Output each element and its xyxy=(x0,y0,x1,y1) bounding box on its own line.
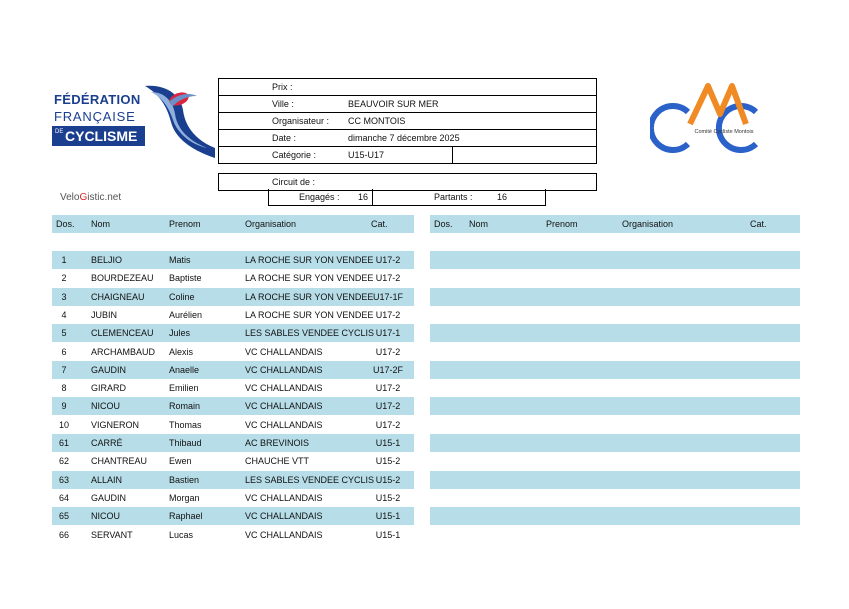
table-row xyxy=(52,361,414,379)
categorie-value: U15-U17 xyxy=(348,150,385,160)
row-prenom: Lucas xyxy=(169,530,194,540)
row-dos: 9 xyxy=(61,401,67,411)
partants-value: 16 xyxy=(497,192,508,202)
ccm-c1-icon xyxy=(651,106,688,150)
row-organisation: VC CHALLANDAIS xyxy=(245,420,323,430)
row-nom: VIGNERON xyxy=(91,420,140,430)
ffc-logo-line1: FÉDÉRATION xyxy=(54,92,141,107)
row-cat: U15-1 xyxy=(375,438,401,448)
table-row xyxy=(52,452,414,470)
date-value: dimanche 7 décembre 2025 xyxy=(348,133,460,143)
row-cat: U15-1 xyxy=(375,511,401,521)
table-header-right xyxy=(430,215,800,233)
row-organisation: VC CHALLANDAIS xyxy=(245,383,323,393)
row-nom: BELJIO xyxy=(91,255,123,265)
table-row-right-empty xyxy=(430,471,800,489)
table-row-right-empty xyxy=(430,288,800,306)
header-cat-right: Cat. xyxy=(750,219,767,229)
row-organisation: VC CHALLANDAIS xyxy=(245,401,323,411)
row-nom: GIRARD xyxy=(91,383,127,393)
row-prenom: Anaelle xyxy=(169,365,200,375)
row-cat: U15-2 xyxy=(375,456,401,466)
row-nom: CHANTREAU xyxy=(91,456,148,466)
table-row-right-empty xyxy=(430,507,800,525)
row-prenom: Thomas xyxy=(169,420,202,430)
table-row xyxy=(52,251,414,269)
row-cat: U17-2 xyxy=(375,310,401,320)
header-dos-right: Dos. xyxy=(434,219,453,229)
prix-label: Prix : xyxy=(272,82,293,92)
row-organisation: VC CHALLANDAIS xyxy=(245,347,323,357)
row-nom: CARRÉ xyxy=(91,438,123,448)
ccm-c2-icon xyxy=(719,106,756,150)
row-prenom: Morgan xyxy=(169,493,200,503)
date-label: Date : xyxy=(272,133,297,143)
table-row xyxy=(52,489,414,507)
row-cat: U15-2 xyxy=(375,475,401,485)
row-dos: 10 xyxy=(58,420,69,430)
header-organisation-right: Organisation xyxy=(622,219,674,229)
row-prenom: Emilien xyxy=(169,383,199,393)
table-row xyxy=(52,471,414,489)
row-cat: U17-2 xyxy=(375,383,401,393)
table-row xyxy=(52,379,414,397)
table-row-right-empty xyxy=(430,397,800,415)
row-nom: GAUDIN xyxy=(91,493,127,503)
ccm-logo xyxy=(650,82,774,154)
row-organisation: VC CHALLANDAIS xyxy=(245,365,323,375)
count-divider xyxy=(372,189,373,205)
row-cat: U15-2 xyxy=(375,493,401,503)
ffc-swoosh-icon xyxy=(137,82,217,160)
table-row-right-empty xyxy=(430,324,800,342)
engages-value: 16 xyxy=(358,192,369,202)
header-dos: Dos. xyxy=(56,219,75,229)
table-row-right-empty xyxy=(430,434,800,452)
row-cat: U17-1F xyxy=(372,292,403,302)
row-organisation: VC CHALLANDAIS xyxy=(245,511,323,521)
ffc-logo-de: DE xyxy=(55,129,64,135)
ville-label: Ville : xyxy=(272,99,294,109)
date-row xyxy=(219,130,596,147)
row-cat: U17-2 xyxy=(375,255,401,265)
row-dos: 8 xyxy=(61,383,67,393)
row-nom: CLEMENCEAU xyxy=(91,328,154,338)
header-organisation: Organisation xyxy=(245,219,297,229)
row-dos: 4 xyxy=(61,310,67,320)
header-prenom-right: Prenom xyxy=(546,219,578,229)
row-cat: U17-2 xyxy=(375,273,401,283)
row-organisation: CHAUCHE VTT xyxy=(245,456,310,466)
row-cat: U17-2 xyxy=(375,347,401,357)
row-nom: NICOU xyxy=(91,401,120,411)
row-organisation: AC BREVINOIS xyxy=(245,438,310,448)
header-prenom: Prenom xyxy=(169,219,201,229)
velogistic-label xyxy=(60,192,121,203)
row-nom: CHAIGNEAU xyxy=(91,292,145,302)
row-dos: 6 xyxy=(61,347,67,357)
row-dos: 5 xyxy=(61,328,67,338)
row-dos: 62 xyxy=(58,456,69,466)
categorie-label: Catégorie : xyxy=(272,150,317,160)
row-dos: 65 xyxy=(58,511,69,521)
row-dos: 61 xyxy=(58,438,69,448)
row-dos: 64 xyxy=(58,493,69,503)
row-prenom: Matis xyxy=(169,255,191,265)
organisateur-value: CC MONTOIS xyxy=(348,116,406,126)
header-cat: Cat. xyxy=(371,219,388,229)
table-row xyxy=(52,343,414,361)
velogistic-part1: Velo xyxy=(60,192,80,203)
row-prenom: Alexis xyxy=(169,347,194,357)
table-row xyxy=(52,434,414,452)
categorie-row xyxy=(219,147,596,164)
row-prenom: Ewen xyxy=(169,456,192,466)
row-nom: BOURDEZEAU xyxy=(91,273,154,283)
row-dos: 2 xyxy=(61,273,67,283)
row-nom: ALLAIN xyxy=(91,475,123,485)
categorie-divider xyxy=(452,147,453,163)
row-nom: SERVANT xyxy=(91,530,133,540)
row-organisation: LA ROCHE SUR YON VENDEE xyxy=(245,292,374,302)
row-prenom: Jules xyxy=(169,328,191,338)
organisateur-row xyxy=(219,113,596,130)
row-prenom: Thibaud xyxy=(169,438,202,448)
partants-label: Partants : xyxy=(434,192,473,202)
row-dos: 1 xyxy=(61,255,67,265)
engages-label: Engagés : xyxy=(299,192,340,202)
row-organisation: LA ROCHE SUR YON VENDEE xyxy=(245,310,374,320)
header-nom-right: Nom xyxy=(469,219,489,229)
table-row xyxy=(52,397,414,415)
ville-value: BEAUVOIR SUR MER xyxy=(348,99,439,109)
row-nom: GAUDIN xyxy=(91,365,127,375)
table-row xyxy=(52,507,414,525)
row-dos: 66 xyxy=(58,530,69,540)
table-row xyxy=(52,416,414,434)
velogistic-part3: istic.net xyxy=(87,192,122,203)
row-nom: JUBIN xyxy=(91,310,118,320)
count-box xyxy=(268,189,546,206)
table-row-right-empty xyxy=(430,361,800,379)
row-prenom: Baptiste xyxy=(169,273,202,283)
event-info-box xyxy=(218,78,597,164)
row-cat: U17-2 xyxy=(375,420,401,430)
row-organisation: LES SABLES VENDEE CYCLIS xyxy=(245,475,375,485)
organisateur-label: Organisateur : xyxy=(272,116,330,126)
row-prenom: Coline xyxy=(169,292,195,302)
table-row xyxy=(52,306,414,324)
row-organisation: LES SABLES VENDEE CYCLIS xyxy=(245,328,375,338)
row-dos: 7 xyxy=(61,365,67,375)
row-organisation: LA ROCHE SUR YON VENDEE xyxy=(245,255,374,265)
row-dos: 3 xyxy=(61,292,67,302)
table-row xyxy=(52,324,414,342)
row-organisation: VC CHALLANDAIS xyxy=(245,530,323,540)
row-cat: U17-2F xyxy=(372,365,403,375)
header-nom: Nom xyxy=(91,219,111,229)
circuit-label: Circuit de : xyxy=(272,177,316,187)
table-row xyxy=(52,526,414,544)
table-row xyxy=(52,269,414,287)
table-row-right-empty xyxy=(430,251,800,269)
ville-row xyxy=(219,96,596,113)
row-nom: ARCHAMBAUD xyxy=(91,347,156,357)
row-prenom: Romain xyxy=(169,401,201,411)
ffc-logo-line3: CYCLISME xyxy=(65,128,138,144)
row-organisation: VC CHALLANDAIS xyxy=(245,493,323,503)
row-prenom: Aurélien xyxy=(169,310,203,320)
row-organisation: LA ROCHE SUR YON VENDEE xyxy=(245,273,374,283)
row-dos: 63 xyxy=(58,475,69,485)
row-cat: U15-1 xyxy=(375,530,401,540)
table-row xyxy=(52,288,414,306)
row-cat: U17-2 xyxy=(375,401,401,411)
row-nom: NICOU xyxy=(91,511,120,521)
row-prenom: Raphael xyxy=(169,511,203,521)
velogistic-part2: G xyxy=(79,192,88,203)
ffc-logo-line2: FRANÇAISE xyxy=(54,109,136,124)
prix-row xyxy=(219,79,596,96)
row-prenom: Bastien xyxy=(169,475,200,485)
row-cat: U17-1 xyxy=(375,328,401,338)
ffc-logo xyxy=(52,82,214,160)
table-header-left xyxy=(52,215,414,233)
ffc-logo-bar xyxy=(52,126,145,146)
ccm-logo-text: Comité Cycliste Montois xyxy=(694,129,754,135)
